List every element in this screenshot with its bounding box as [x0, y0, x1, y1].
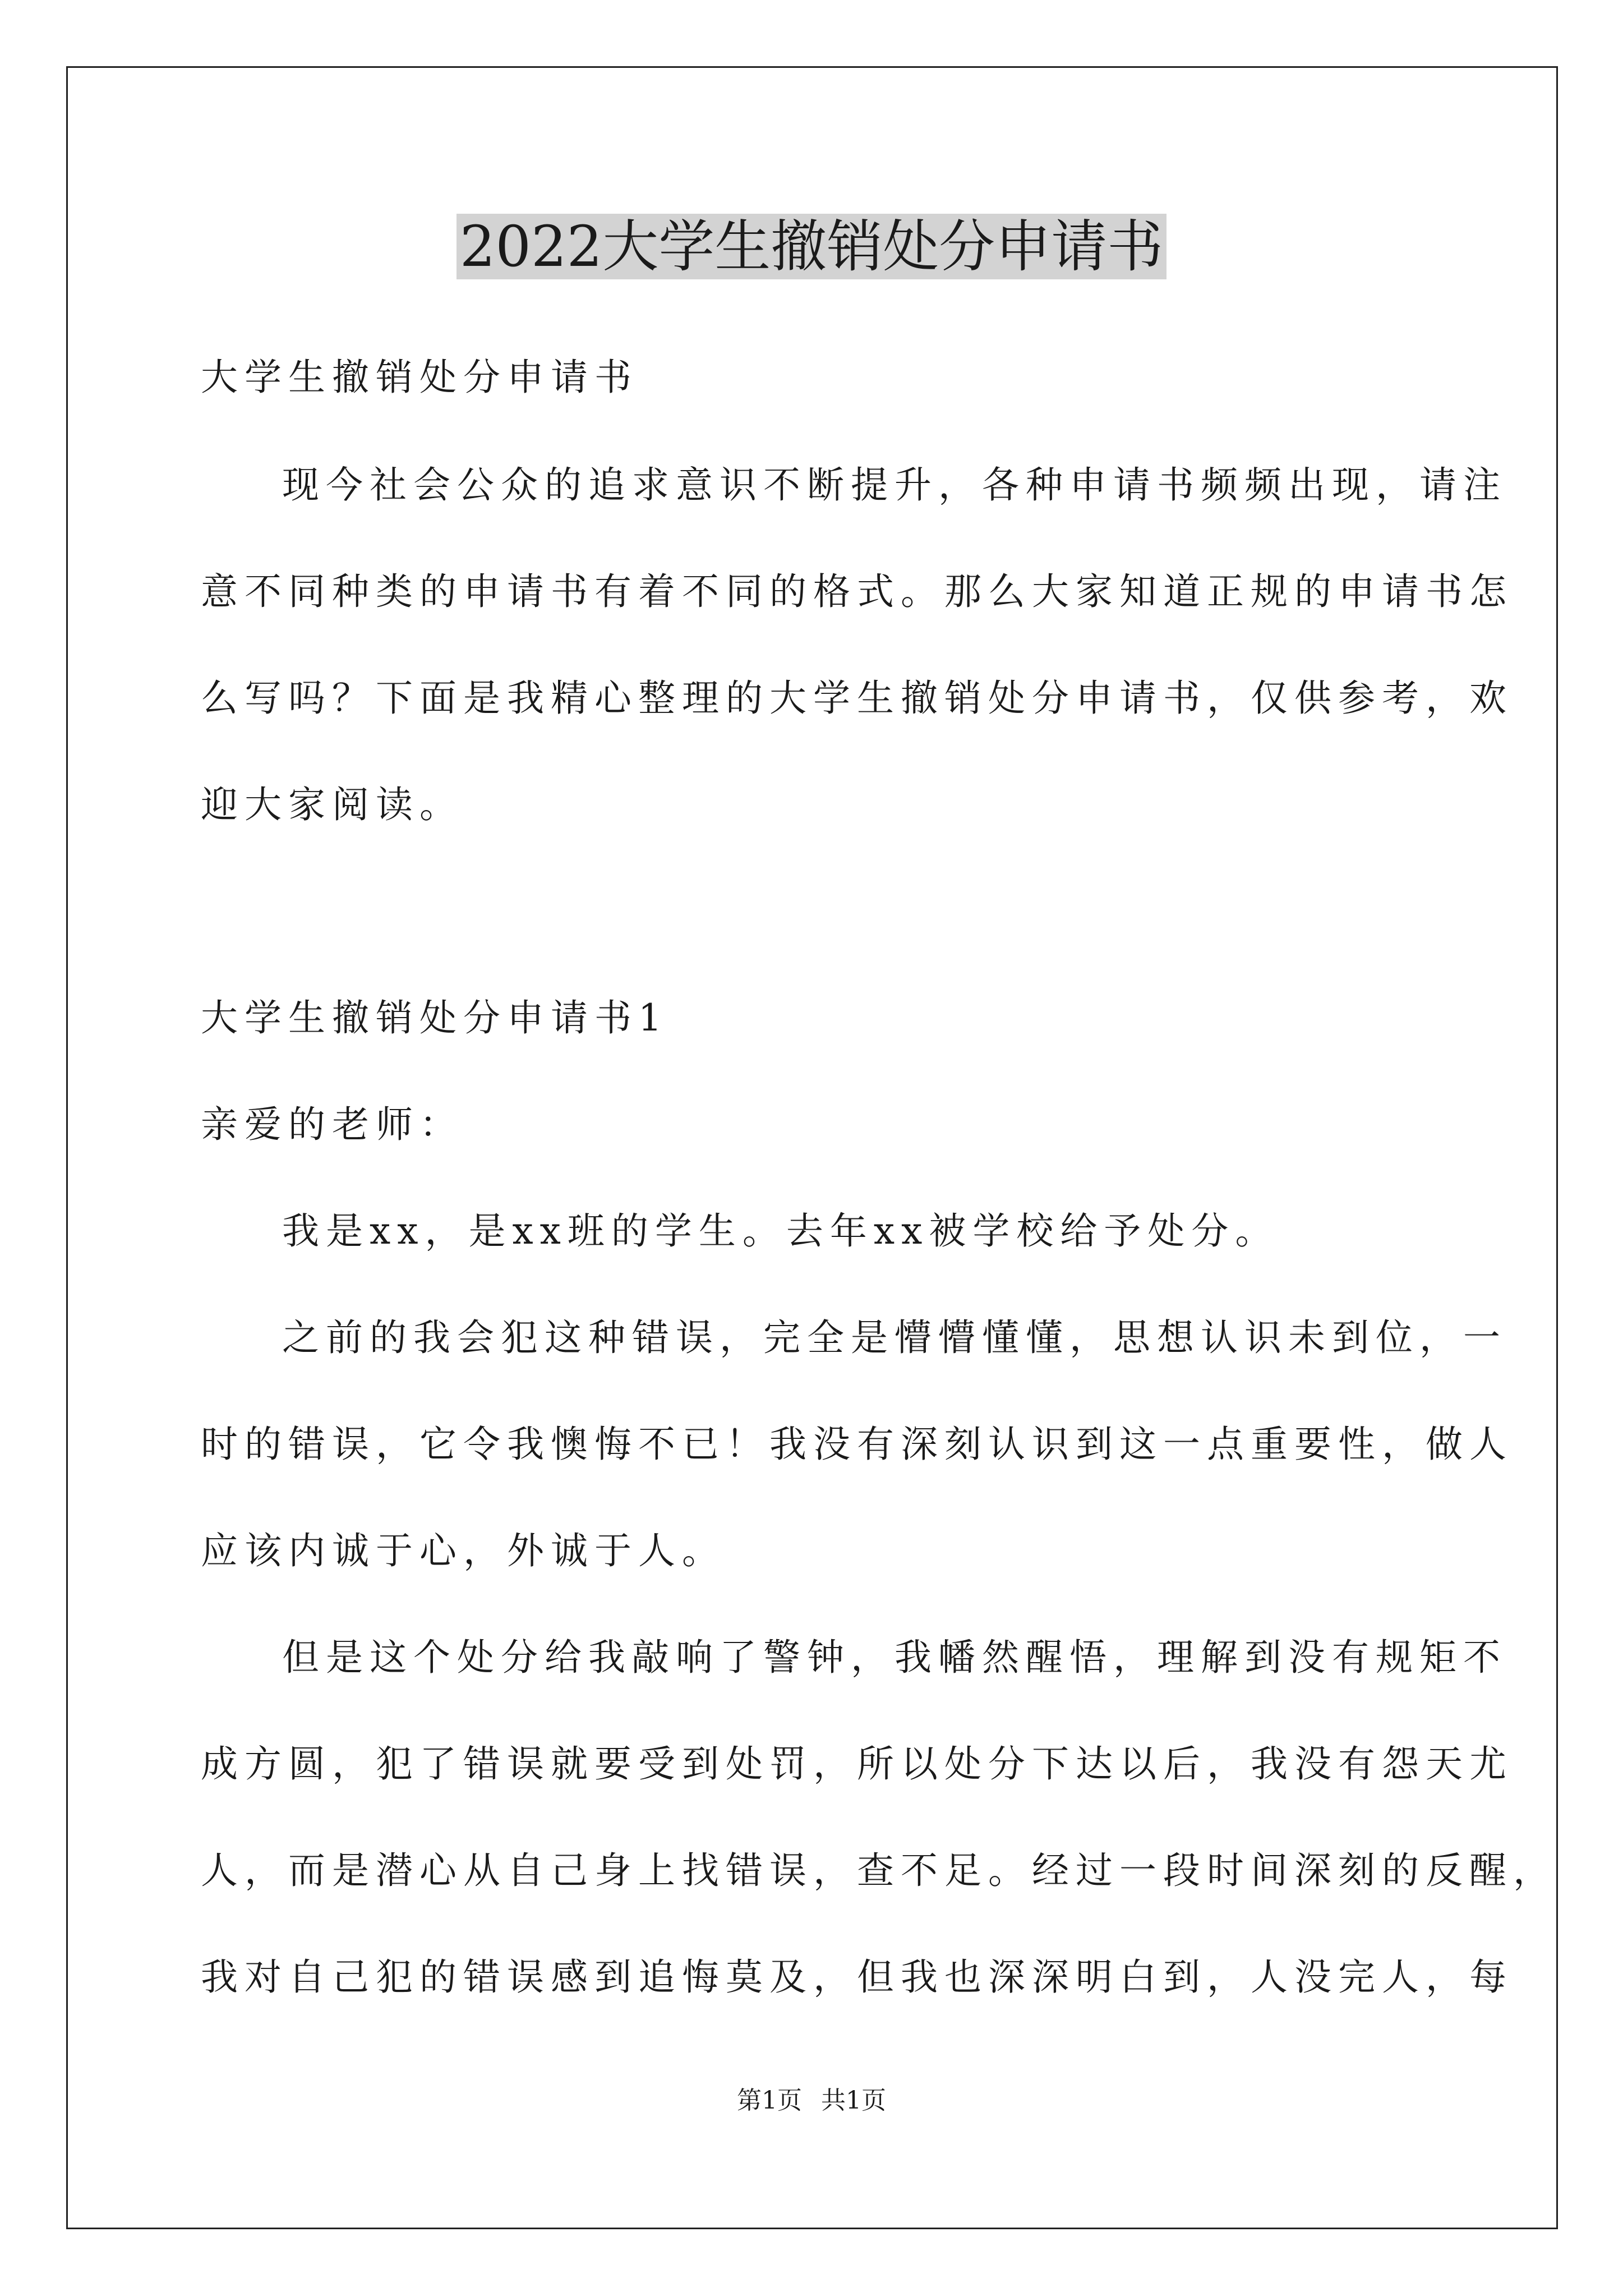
body-line-5: 但是这个处分给我敲响了警钟，我幡然醒悟，理解到没有规矩不 [282, 1636, 1507, 1679]
section-heading: 大学生撤销处分申请书1 [201, 996, 668, 1039]
title-text: 2022大学生撤销处分申请书 [457, 214, 1167, 279]
body-line-8: 我对自己犯的错误感到追悔莫及，但我也深深明白到，人没完人，每 [201, 1955, 1513, 1999]
body-line-4: 应该内诚于心，外诚于人。 [201, 1529, 726, 1572]
intro-line-2: 意不同种类的申请书有着不同的格式。那么大家知道正规的申请书怎 [201, 570, 1513, 613]
body-line-6: 成方圆，犯了错误就要受到处罚，所以处分下达以后，我没有怨天尤 [201, 1742, 1513, 1786]
intro-line-3: 么写吗？下面是我精心整理的大学生撤销处分申请书，仅供参考，欢 [201, 677, 1513, 720]
body-line-7: 人，而是潜心从自己身上找错误，查不足。经过一段时间深刻的反醒， [201, 1849, 1557, 1892]
page-footer [0, 2085, 1623, 2116]
body-line-2: 之前的我会犯这种错误，完全是懵懵懂懂，思想认识未到位，一 [282, 1316, 1507, 1359]
page-total: 共1页 [821, 2086, 886, 2115]
body-line-3: 时的错误，它令我懊悔不已！我没有深刻认识到这一点重要性，做人 [201, 1423, 1513, 1466]
intro-line-1: 现今社会公众的追求意识不断提升，各种申请书频频出现，请注 [282, 463, 1507, 507]
salutation-line: 亲爱的老师： [201, 1103, 463, 1146]
page-number: 第1页 [737, 2086, 802, 2115]
intro-line-4: 迎大家阅读。 [201, 783, 463, 826]
subtitle-line: 大学生撤销处分申请书 [201, 356, 638, 399]
document-title [0, 210, 1623, 283]
body-line-1: 我是xx，是xx班的学生。去年xx被学校给予处分。 [282, 1209, 1279, 1253]
